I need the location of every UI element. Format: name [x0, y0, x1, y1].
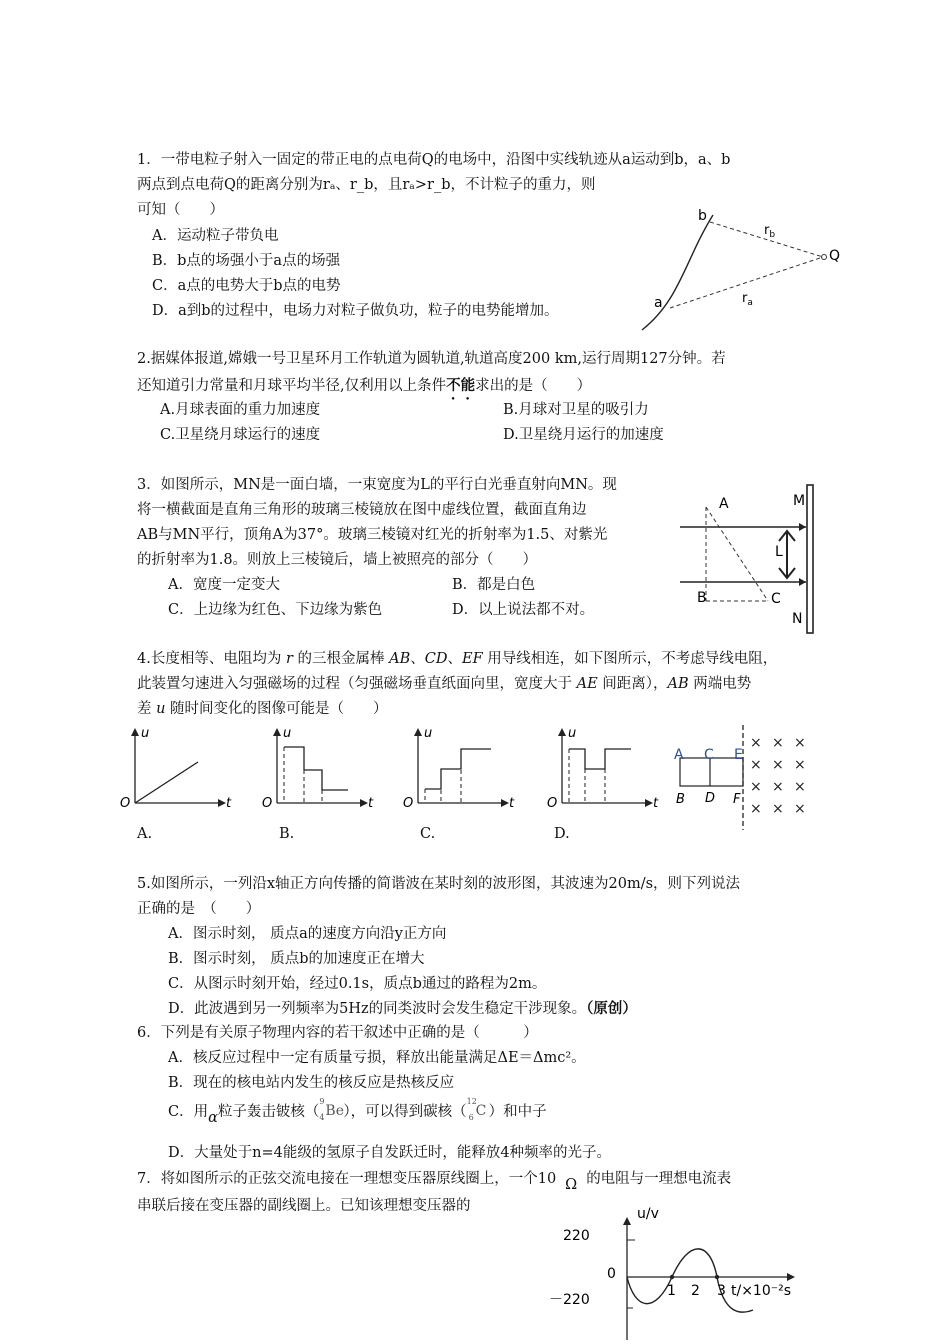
svg-text:u: u	[283, 726, 292, 741]
label-m: M	[793, 493, 806, 509]
svg-text:C: C	[704, 747, 714, 763]
svg-text:t: t	[368, 796, 374, 811]
svg-text:×: ×	[750, 757, 762, 773]
q3-stem-line3: AB与MN平行，顶角A为37°。玻璃三棱镜对红光的折射率为1.5、对紫光	[137, 527, 608, 543]
svg-text:×: ×	[794, 735, 806, 751]
svg-text:F: F	[733, 792, 741, 807]
label-n: N	[792, 611, 803, 627]
q2-option-a: A.月球表面的重力加速度	[160, 402, 321, 418]
q6-option-a: A．核反应过程中一定有质量亏损，释放出能量满足ΔE＝Δmc²。	[168, 1050, 586, 1066]
curve-a	[135, 762, 198, 803]
svg-text:O: O	[120, 796, 131, 811]
y-tick-top: 220	[563, 1228, 590, 1244]
label-l: L	[775, 544, 783, 560]
svg-text:×: ×	[772, 801, 784, 817]
q2-option-c: C.卫星绕月球运行的速度	[160, 427, 321, 443]
original-tag: （原创）	[586, 1000, 637, 1017]
x-tick-3: 3	[717, 1283, 726, 1299]
label-c: C	[771, 591, 781, 607]
q3-option-b: B．都是白色	[452, 577, 536, 593]
svg-text:O: O	[262, 796, 273, 811]
label-a: a	[654, 295, 663, 311]
q7-stem-line2: 串联后接在变压器的副线圈上。已知该理想变压器的	[137, 1198, 471, 1214]
svg-text:O: O	[547, 796, 558, 811]
q4-stem-line1: 4.长度相等、电阻均为 r 的三根金属棒 AB、CD、EF 用导线相连，如下图所示，不考虑导线电阻，	[137, 651, 778, 667]
beryllium-nuclide: 9 4 Be	[319, 1097, 344, 1122]
q1-option-a: A．运动粒子带负电	[152, 228, 279, 244]
q4-circuit-figure	[670, 725, 820, 835]
svg-text:×: ×	[750, 801, 762, 817]
sine-curve	[627, 1249, 753, 1312]
q3-stem-line2: 将一横截面是直角三角形的玻璃三棱镜放在图中虚线位置，截面直角边	[137, 502, 587, 518]
q5-option-b: B．图示时刻， 质点b的加速度正在增大	[168, 951, 425, 967]
svg-text:u: u	[424, 726, 433, 741]
q6-option-b: B．现在的核电站内发生的核反应是热核反应	[168, 1075, 455, 1091]
magnetic-field-crosses	[750, 735, 806, 817]
label-ra: $r_a$	[742, 291, 753, 308]
q1-stem-line1: 1．一带电粒子射入一固定的带正电的点电荷Q的电场中，沿图中实线轨迹从a运动到b，a、b	[137, 152, 731, 168]
x-tick-2: 2	[691, 1283, 700, 1299]
q4-label-a: A.	[137, 826, 153, 842]
q6-stem: 6．下列是有关原子物理内容的若干叙述中正确的是（ ）	[137, 1025, 538, 1041]
q4-label-b: B.	[279, 826, 295, 842]
q4-graph-c	[403, 725, 523, 810]
trajectory-curve	[642, 215, 713, 330]
label-q: Q	[829, 248, 841, 264]
carbon-nuclide: 12 6 C	[466, 1097, 487, 1122]
svg-text:×: ×	[772, 735, 784, 751]
q3-stem-line1: 3．如图所示，MN是一面白墙，一束宽度为L的平行白光垂直射向MN。现	[137, 477, 617, 493]
q7-stem-line1: 7．将如图所示的正弦交流电接在一理想变压器原线圈上，一个10 Ω 的电阻与一理想电流表	[137, 1171, 732, 1193]
x-tick-1: 1	[667, 1283, 676, 1299]
q3-stem-line4: 的折射率为1.8。则放上三棱镜后，墙上被照亮的部分（ ）	[137, 552, 538, 568]
charge-q	[822, 255, 827, 260]
svg-text:×: ×	[772, 779, 784, 795]
curve-d	[569, 749, 631, 769]
wall-mn	[807, 485, 813, 633]
q4-label-c: C.	[420, 826, 436, 842]
svg-text:×: ×	[794, 779, 806, 795]
svg-text:D: D	[705, 791, 716, 806]
q5-option-c: C．从图示时刻开始，经过0.1s，质点b通过的路程为2m。	[168, 976, 547, 992]
q4-graph-d	[547, 725, 667, 810]
svg-text:E: E	[734, 747, 743, 763]
svg-text:×: ×	[750, 779, 762, 795]
x-axis-label: t/×10⁻²s	[731, 1283, 792, 1299]
y-tick-bottom: －220	[549, 1292, 590, 1308]
q2-stem-line1: 2.据媒体报道,嫦娥一号卫星环月工作轨道为圆轨道,轨道高度200 km,运行周期127分钟。若	[137, 351, 726, 367]
q1-stem-line3: 可知（ ）	[137, 202, 224, 218]
label-b: b	[698, 208, 707, 224]
q1-option-d: D．a到b的过程中，电场力对粒子做负功，粒子的电势能增加。	[152, 303, 559, 319]
svg-text:u: u	[141, 726, 150, 741]
q3-option-a: A．宽度一定变大	[168, 577, 280, 593]
svg-text:t: t	[509, 796, 515, 811]
label-a: A	[719, 496, 729, 512]
q4-stem-line3: 差 u 随时间变化的图像可能是（ ）	[137, 701, 388, 717]
svg-text:×: ×	[772, 757, 784, 773]
q4-graph-a	[120, 725, 240, 810]
svg-text:t: t	[226, 796, 232, 811]
q7-figure	[545, 1200, 805, 1344]
q6-option-d: D．大量处于n=4能级的氢原子自发跃迁时，能释放4种频率的光子。	[168, 1145, 612, 1161]
y-axis-label: u/v	[637, 1206, 659, 1222]
q5-option-a: A．图示时刻， 质点a的速度方向沿y正方向	[168, 926, 447, 942]
svg-text:u: u	[568, 726, 577, 741]
q3-figure	[675, 485, 825, 635]
svg-text:t: t	[653, 796, 659, 811]
label-rb: $r_b$	[764, 223, 776, 240]
q1-stem-line2: 两点到点电荷Q的距离分别为rₐ、r_b，且rₐ>r_b，不计粒子的重力，则	[137, 177, 596, 193]
q1-option-c: C．a点的电势大于b点的电势	[152, 278, 341, 294]
q4-stem-line2: 此装置匀速进入匀强磁场的过程（匀强磁场垂直纸面向里，宽度大于 AE 间距离），AB 两端电势	[137, 676, 752, 692]
svg-text:B: B	[676, 792, 685, 807]
curve-b	[284, 747, 348, 790]
origin-label: 0	[607, 1266, 616, 1282]
q6-option-c: C．用α粒子轰击铍核（ 9 4 Be ），可以得到碳核（ 12 6 C ）和中子	[168, 1097, 547, 1126]
prism-ac	[706, 507, 768, 601]
label-b: B	[697, 590, 707, 606]
q4-label-d: D.	[554, 826, 570, 842]
svg-text:O: O	[403, 796, 414, 811]
q2-option-b: B.月球对卫星的吸引力	[503, 402, 649, 418]
q4-graph-b	[262, 725, 382, 810]
svg-text:A: A	[674, 747, 684, 763]
q5-stem-line2: 正确的是 （ ）	[137, 901, 261, 917]
svg-text:×: ×	[794, 757, 806, 773]
curve-c	[425, 749, 491, 789]
q1-option-b: B．b点的场强小于a点的场强	[152, 253, 341, 269]
q5-option-d: D．此波遇到另一列频率为5Hz的同类波时会发生稳定干涉现象。（原创）	[168, 1000, 637, 1017]
q2-option-d: D.卫星绕月运行的加速度	[503, 427, 664, 443]
svg-text:×: ×	[794, 801, 806, 817]
q3-option-d: D．以上说法都不对。	[452, 602, 595, 618]
q3-option-c: C．上边缘为红色、下边缘为紫色	[168, 602, 383, 618]
q5-stem-line1: 5.如图所示，一列沿x轴正方向传播的简谐波在某时刻的波形图，其波速为20m/s，则下列说法	[137, 876, 741, 892]
q2-stem-line2: 还知道引力常量和月球平均半径,仅利用以上条件不能求出的是（ ）	[137, 377, 592, 394]
svg-text:×: ×	[750, 735, 762, 751]
q1-figure	[630, 190, 850, 340]
